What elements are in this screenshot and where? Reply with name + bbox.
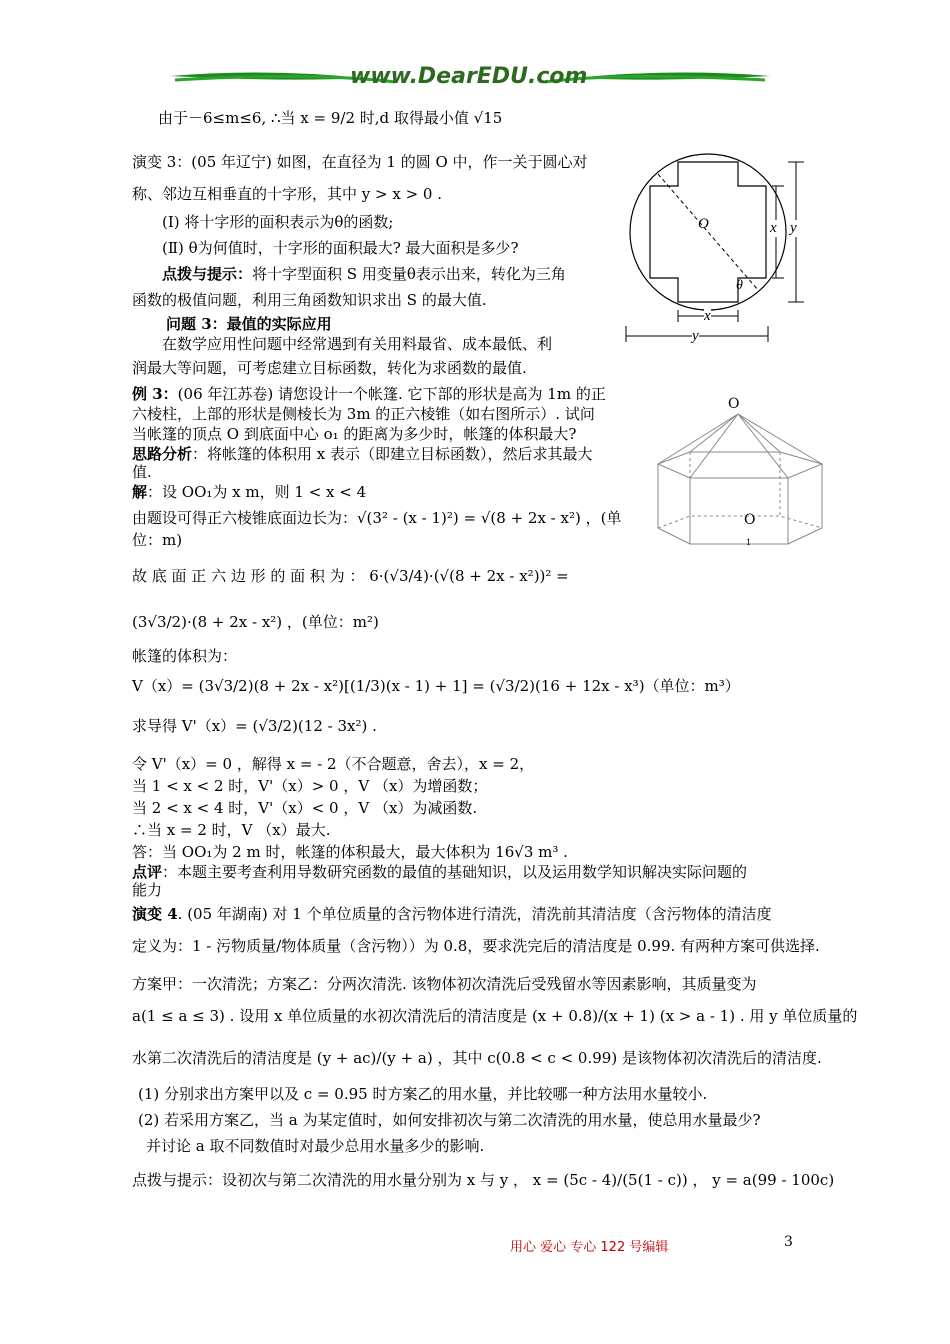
header-logo: [165, 58, 775, 98]
line-01: 由于－6≤m≤6, ∴当 x = 9/2 时,d 取得最小值 √15: [158, 109, 503, 127]
line-07: 函数的极值问题，利用三角函数知识求出 S 的最大值.: [132, 291, 487, 309]
line-10: 润最大等问题，可考虑建立目标函数，转化为求函数的最值.: [132, 359, 527, 377]
variant4-label: 演变 4: [132, 905, 178, 923]
line-17: 由题设可得正六棱锥底面边长为：√(3² - (x - 1)²) = √(8 + 2x - x²) ，(单: [132, 509, 622, 527]
line-27: ∴当 x = 2 时，V （x）最大.: [132, 821, 331, 839]
line-15: 值.: [132, 463, 152, 481]
line-22: V（x）= (3√3/2)(8 + 2x - x²)[(1/3)(x - 1) + 1] = (√3/2)(16 + 12x - x³)（单位：m³）: [132, 677, 740, 695]
line-39: 点拨与提示：设初次与第二次清洗的用水量分别为 x 与 y ， x = (5c - 4)/(5(1 - c)) ， y = a(99 - 100c): [132, 1171, 835, 1189]
fig1-label-y-vertical: y: [790, 220, 797, 236]
comment-label: 点评: [132, 863, 163, 881]
line-36: (1) 分别求出方案甲以及 c = 0.95 时方案乙的用水量，并比较哪一种方法用水量较小.: [138, 1085, 708, 1103]
line-28: 答：当 OO₁为 2 m 时，帐篷的体积最大，最大体积为 16√3 m³ .: [132, 843, 568, 861]
line-02: 演变 3：(05 年辽宁) 如图，在直径为 1 的圆 O 中，作一关于圆心对: [132, 153, 588, 171]
line-23: 求导得 V'（x）= (√3/2)(12 - 3x²) .: [132, 717, 377, 735]
fig2-label-center: O: [744, 512, 756, 528]
line-09: 在数学应用性问题中经常遇到有关用料最省、成本最低、利: [162, 335, 553, 353]
hint-text: 将十字型面积 S 用变量θ表示出来，转化为三角: [252, 265, 566, 283]
section-heading: 问题 3：最值的实际应用: [166, 315, 332, 333]
line-29: [132, 862, 747, 882]
line-33: 方案甲：一次清洗；方案乙：分两次清洗. 该物体初次清洗后受残留水等因素影响，其质量变为: [132, 975, 757, 993]
line-03: 称、邻边互相垂直的十字形，其中 y > x > 0 .: [132, 185, 442, 203]
line-14: [132, 444, 593, 464]
line-12: 六棱柱，上部的形状是侧棱长为 3m 的正六棱锥（如右图所示）. 试问: [132, 405, 595, 423]
hint-label: 点拨与提示：: [162, 265, 253, 283]
line-18: 位：m): [132, 531, 183, 549]
line-19: 故 底 面 正 六 边 形 的 面 积 为 ： 6·(√3/4)·(√(8 + 2x - x²))² =: [132, 567, 569, 585]
line-25: 当 1 < x < 2 时，V'（x）> 0 ，V （x）为增函数；: [132, 777, 488, 795]
line-06: [162, 264, 566, 284]
line-04: (Ⅰ) 将十字形的面积表示为θ的函数;: [162, 213, 394, 231]
line-32: 定义为：1 - 污物质量/物体质量（含污物））为 0.8，要求洗完后的清洁度是 0.99. 有两种方案可供选择.: [132, 937, 820, 955]
fig1-label-x-horizontal: x: [704, 308, 711, 324]
analysis-text: ：将帐篷的体积用 x 表示（即建立目标函数），然后求其最大: [192, 445, 593, 463]
line-35: 水第二次清洗后的清洁度是 (y + ac)/(y + a) ，其中 c(0.8 < c < 0.99) 是该物体初次清洗后的清洁度.: [132, 1049, 822, 1067]
example-label: 例 3：: [132, 385, 178, 403]
line-20: (3√3/2)·(8 + 2x - x²) ，(单位：m²): [132, 613, 379, 631]
example-text: (06 年江苏卷) 请您设计一个帐篷. 它下部的形状是高为 1m 的正: [177, 385, 606, 403]
line-34: a(1 ≤ a ≤ 3) . 设用 x 单位质量的水初次清洗后的清洁度是 (x + 0.8)/(x + 1) (x > a - 1) . 用 y 单位质量的: [132, 1007, 858, 1025]
line-31: [132, 904, 772, 924]
fig1-label-y-horizontal: y: [692, 328, 699, 344]
line-37: (2) 若采用方案乙，当 a 为某定值时，如何安排初次与第二次清洗的用水量，使总用水量最少?: [138, 1111, 761, 1129]
line-16: [132, 482, 366, 502]
line-26: 当 2 < x < 4 时，V'（x）< 0 ，V （x）为减函数.: [132, 799, 478, 817]
line-38: 并讨论 a 取不同数值时对最少总用水量多少的影响.: [146, 1137, 485, 1155]
figure-cross-in-circle: [618, 150, 818, 350]
fig1-label-x-vertical: x: [770, 220, 777, 236]
analysis-label: 思路分析: [132, 445, 193, 463]
fig2-label-apex: O: [728, 396, 740, 412]
logo-text: www.DearEDU.com: [350, 64, 588, 89]
line-30: 能力: [132, 881, 163, 899]
line-24: 令 V'（x）= 0 ，解得 x = - 2（不合题意，舍去），x = 2，: [132, 755, 535, 773]
line-11: [132, 384, 606, 404]
line-21: 帐篷的体积为：: [132, 647, 238, 665]
page-number: 3: [784, 1234, 793, 1250]
solution-label: 解: [132, 483, 148, 501]
footer-note: 用心 爱心 专心 122 号编辑: [510, 1240, 669, 1255]
solution-text: ：设 OO₁为 x m，则 1 < x < 4: [147, 483, 367, 501]
fig1-label-O: O: [698, 216, 709, 232]
comment-text: ：本题主要考查利用导数研究函数的最值的基础知识，以及运用数学知识解决实际问题的: [162, 863, 748, 881]
fig2-label-sub: 1: [746, 538, 752, 547]
variant4-text: . (05 年湖南) 对 1 个单位质量的含污物体进行清洗，清洗前其清洁度（含污物体的清洁度: [177, 905, 772, 923]
line-13: 当帐篷的顶点 O 到底面中心 o₁ 的距离为多少时，帐篷的体积最大?: [132, 425, 577, 443]
line-05: (Ⅱ) θ为何值时，十字形的面积最大? 最大面积是多少?: [162, 239, 519, 257]
fig1-label-theta: θ: [736, 278, 743, 293]
figure-tent: [650, 396, 830, 556]
